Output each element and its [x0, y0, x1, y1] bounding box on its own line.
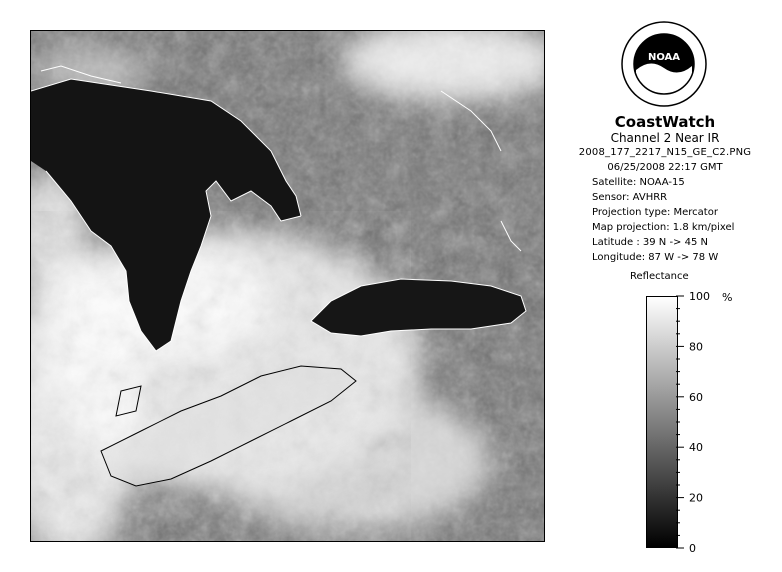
longitude-label: Longitude: 87 W -> 78 W [592, 252, 719, 263]
page-title: CoastWatch [614, 113, 716, 131]
colorbar-ticks [676, 290, 736, 560]
legend-unit: % [722, 291, 733, 304]
projection-type-label: Projection type: Mercator [592, 207, 718, 218]
info-panel [560, 113, 770, 265]
legend-title: Reflectance [630, 271, 689, 282]
satellite-image [30, 30, 545, 542]
satellite-label: Satellite: NOAA-15 [592, 177, 685, 188]
colorbar-tick-label: 60 [689, 390, 703, 404]
channel-label: Channel 2 Near IR [610, 131, 720, 145]
filename-label: 2008_177_2217_N15_GE_C2.PNG [578, 147, 752, 158]
reflectance-colorbar [646, 296, 678, 548]
colorbar-tick-label: 100 [689, 290, 710, 303]
noaa-logo-icon [620, 20, 708, 108]
latitude-label: Latitude : 39 N -> 45 N [592, 237, 708, 248]
datetime-label: 06/25/2008 22:17 GMT [607, 162, 723, 173]
colorbar-tick-label: 20 [689, 491, 703, 505]
colorbar-tick-label: 40 [689, 441, 703, 455]
sensor-label: Sensor: AVHRR [592, 192, 668, 203]
colorbar-tick-label: 80 [689, 340, 703, 354]
noaa-logo-text: NOAA [647, 52, 681, 63]
map-projection-label: Map projection: 1.8 km/pixel [592, 222, 735, 233]
colorbar-tick-label: 0 [689, 542, 696, 555]
